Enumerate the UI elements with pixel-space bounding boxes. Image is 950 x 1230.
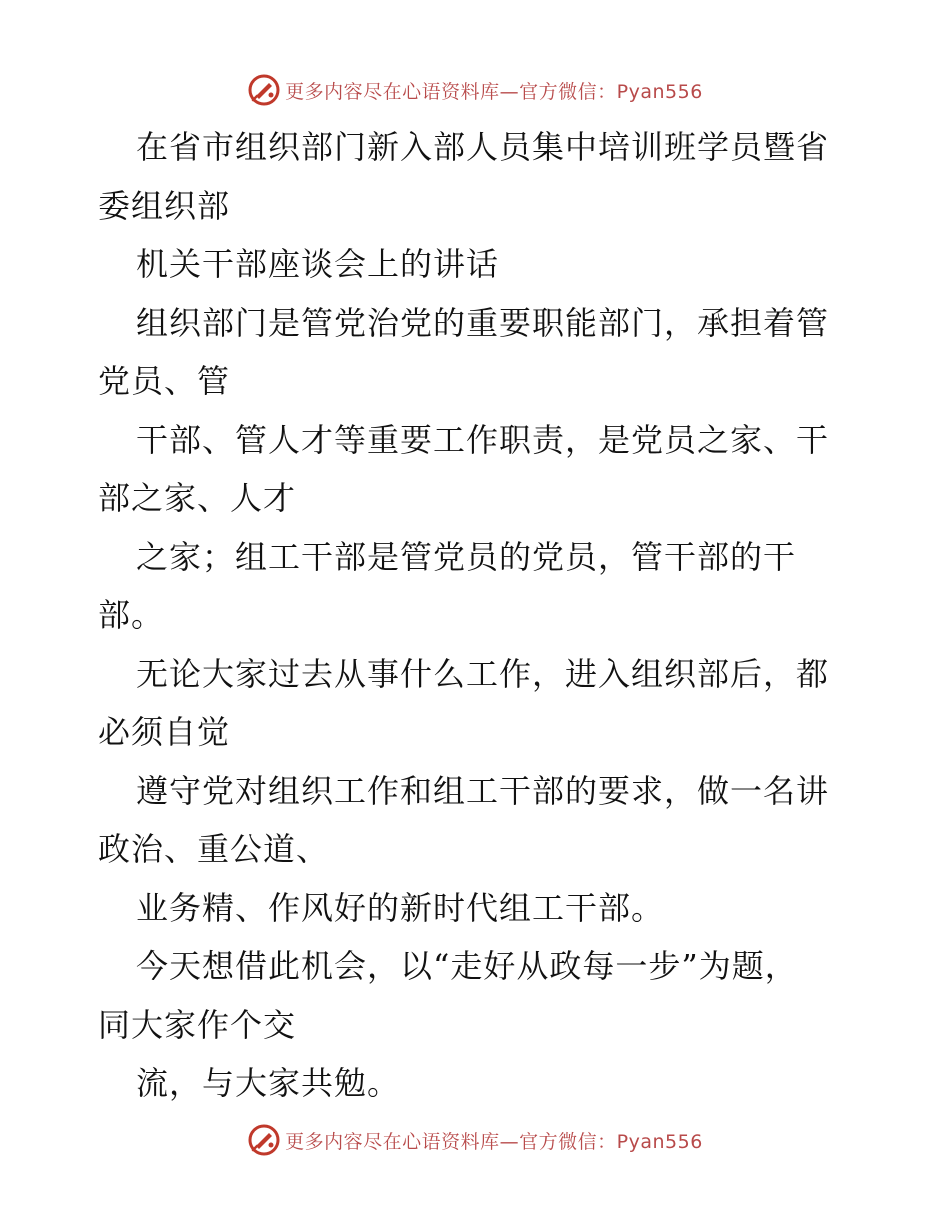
document-line: 政治、重公道、: [98, 830, 330, 868]
document-line: 同大家作个交: [98, 1005, 297, 1044]
document-line: 在省市组织部门新入部人员集中培训班学员暨省: [136, 128, 830, 166]
header-banner-text: 更多内容尽在心语资料库—官方微信：Pyan556: [285, 80, 703, 103]
document-line: 流，与大家共勉。: [136, 1064, 401, 1102]
seal-logo-icon: [247, 1123, 281, 1157]
document-line: 无论大家过去从事什么工作，进入组织部后，都: [136, 654, 830, 693]
document-line: 党员、管: [98, 362, 231, 400]
footer-banner-text: 更多内容尽在心语资料库—官方微信：Pyan556: [285, 1130, 703, 1153]
document-line: 机关干部座谈会上的讲话: [136, 245, 500, 283]
document-line: 组织部门是管党治党的重要职能部门，承担着管: [136, 303, 830, 342]
document-line: 部。: [98, 596, 165, 634]
document-line: 委组织部: [98, 186, 231, 225]
document-line: 今天想借此机会，以“走好从政每一步”为题，: [136, 947, 798, 985]
document-line: 必须自觉: [98, 713, 231, 751]
document-line: 部之家、人才: [98, 479, 297, 517]
document-line: 业务精、作风好的新时代组工干部。: [136, 888, 665, 927]
header-banner: [0, 70, 950, 110]
document-line: 遵守党对组织工作和组工干部的要求，做一名讲: [136, 771, 830, 810]
seal-logo-icon: [247, 73, 281, 107]
document-line: 之家；组工干部是管党员的党员，管干部的干: [136, 537, 797, 576]
document-line: 干部、管人才等重要工作职责，是党员之家、干: [136, 420, 830, 459]
document-body: [98, 118, 858, 1113]
footer-banner: [0, 1120, 950, 1160]
